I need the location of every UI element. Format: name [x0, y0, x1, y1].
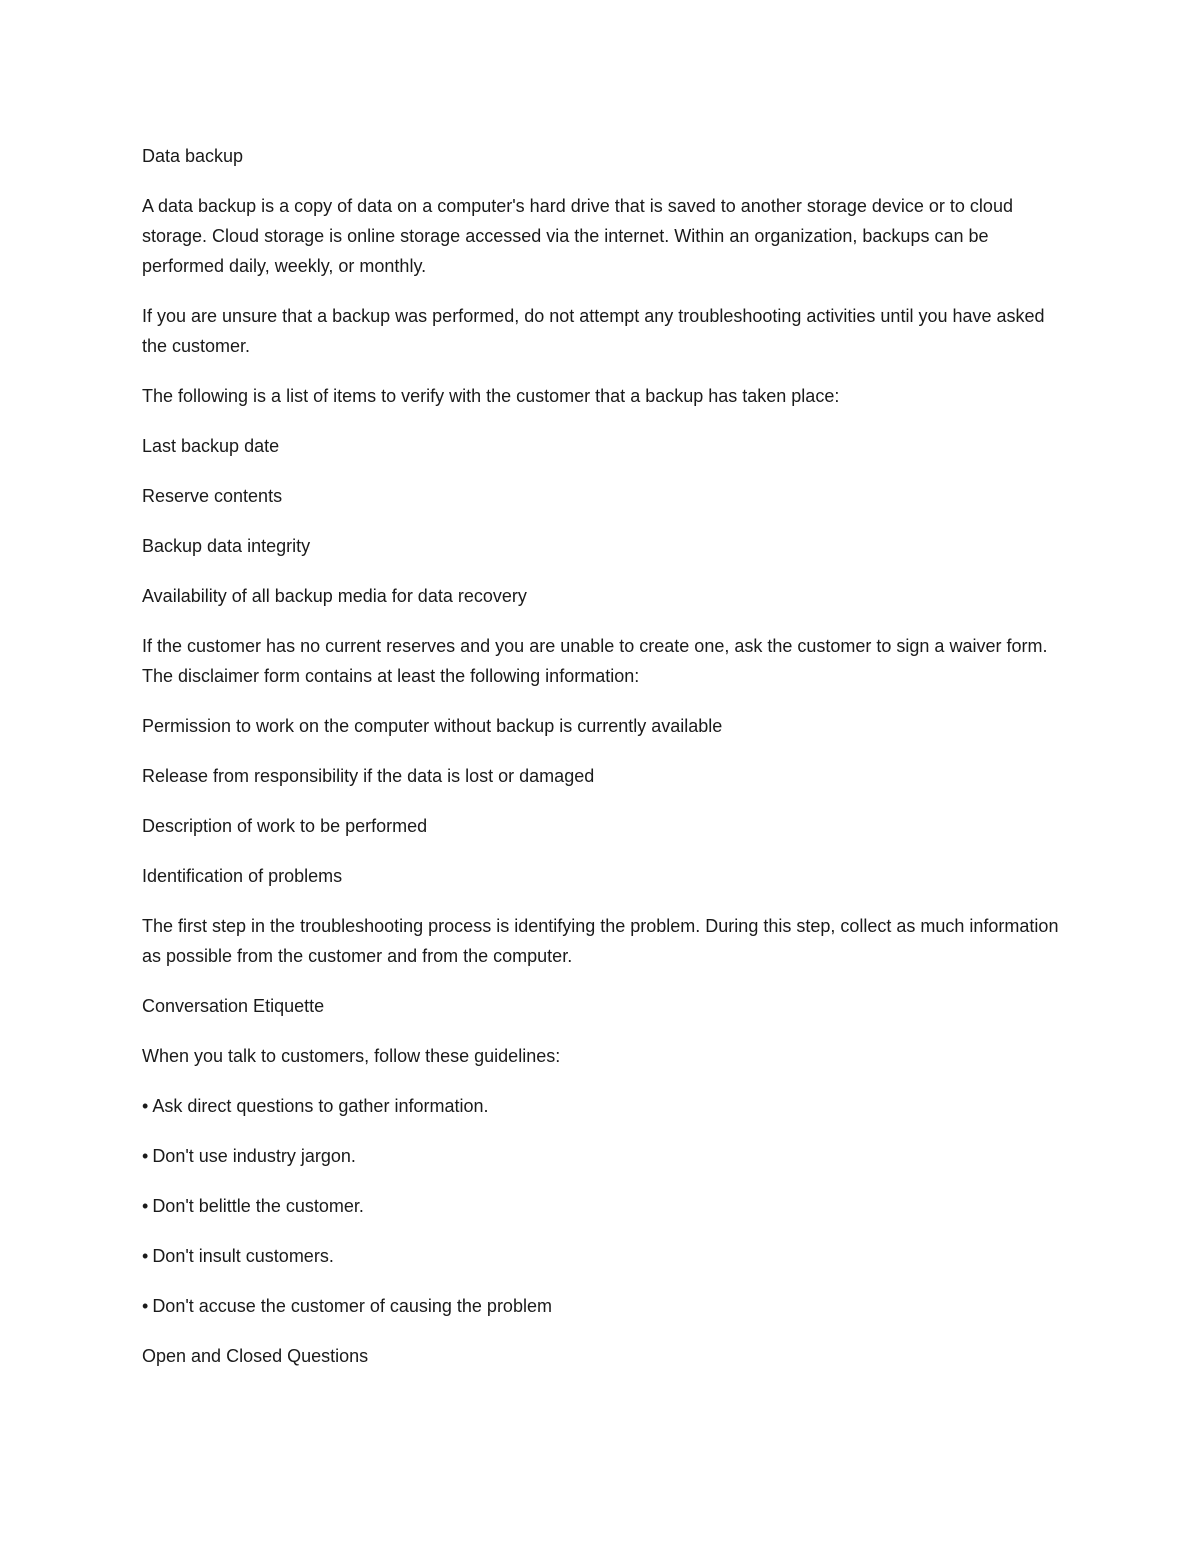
bullet-icon: • [142, 1096, 149, 1116]
bullet-text: Don't belittle the customer. [152, 1196, 364, 1216]
document-body [142, 141, 1062, 1391]
bullet-icon: • [142, 1146, 149, 1166]
body-paragraph: A data backup is a copy of data on a computer's hard drive that is saved to another storage device or to cloud storage. Cloud storage is online storage accessed via the internet. Within an organization, backups can be performed daily, weekly, or monthly. [142, 196, 1013, 276]
bullet-text: Don't insult customers. [152, 1246, 334, 1266]
body-paragraph: The first step in the troubleshooting process is identifying the problem. During this step, collect as much information as possible from the customer and from the computer. [142, 916, 1059, 966]
section-heading: Identification of problems [142, 866, 343, 886]
body-paragraph: Last backup date [142, 436, 280, 456]
section-heading: Conversation Etiquette [142, 996, 325, 1016]
body-paragraph: If the customer has no current reserves and you are unable to create one, ask the customer to sign a waiver form. The disclaimer form contains at least the following information: [142, 636, 1048, 686]
body-paragraph: When you talk to customers, follow these guidelines: [142, 1046, 561, 1066]
bullet-item [142, 1141, 1062, 1171]
section-heading: Data backup [142, 146, 244, 166]
body-paragraph: Backup data integrity [142, 536, 311, 556]
body-paragraph: If you are unsure that a backup was performed, do not attempt any troubleshooting activities until you have asked the customer. [142, 306, 1045, 356]
bullet-text: Don't accuse the customer of causing the problem [152, 1296, 552, 1316]
bullet-item [142, 1191, 1062, 1221]
bullet-text: Ask direct questions to gather information. [152, 1096, 489, 1116]
bullet-icon: • [142, 1196, 149, 1216]
body-paragraph: The following is a list of items to verify with the customer that a backup has taken place: [142, 386, 840, 406]
body-paragraph: Description of work to be performed [142, 816, 428, 836]
body-paragraph: Reserve contents [142, 486, 283, 506]
body-paragraph: Availability of all backup media for data recovery [142, 586, 527, 606]
section-heading: Open and Closed Questions [142, 1346, 369, 1366]
bullet-item [142, 1291, 1062, 1321]
body-paragraph: Release from responsibility if the data is lost or damaged [142, 766, 595, 786]
bullet-item [142, 1091, 1062, 1121]
bullet-icon: • [142, 1296, 149, 1316]
bullet-icon: • [142, 1246, 149, 1266]
bullet-item [142, 1241, 1062, 1271]
bullet-text: Don't use industry jargon. [152, 1146, 356, 1166]
body-paragraph: Permission to work on the computer without backup is currently available [142, 716, 723, 736]
